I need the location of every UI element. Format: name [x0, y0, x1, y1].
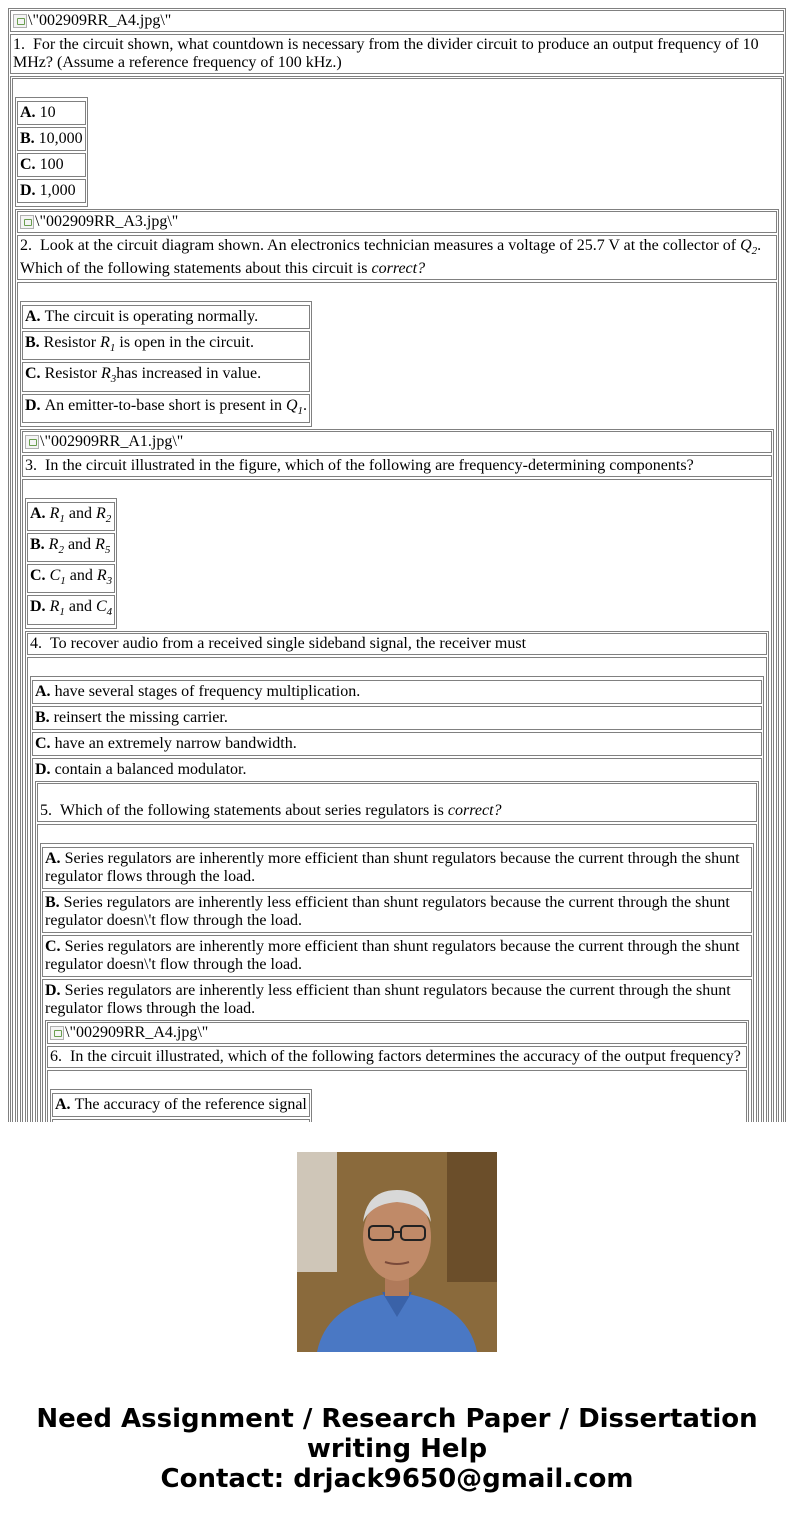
option-b[interactable]: B. reinsert the missing carrier.	[32, 706, 762, 730]
question-5-text: 5. Which of the following statements about series regulators is correct?	[37, 783, 757, 822]
option-a[interactable]: A. have several stages of frequency multiplication.	[32, 680, 762, 704]
question-3-block	[20, 429, 774, 1241]
question-2-options	[20, 301, 312, 427]
question-1-options-area	[12, 78, 782, 1251]
option-b[interactable]: B. $R_2$ and $R_5$	[27, 533, 115, 562]
option-c[interactable]: C. $C_1$ and $R_3$	[27, 564, 115, 593]
promo-line-2: writing Help	[306, 1434, 488, 1464]
broken-image-icon	[20, 215, 34, 229]
broken-image-icon	[50, 1026, 64, 1040]
option-c[interactable]: C. have an extremely narrow bandwidth.	[32, 732, 762, 756]
broken-image-icon	[25, 435, 39, 449]
promo-contact[interactable]: Contact: drjack9650@gmail.com	[160, 1464, 634, 1494]
option-d[interactable]: D. An emitter-to-base short is present in $Q_1$.	[22, 394, 310, 423]
question-3-image: \"002909RR_A1.jpg\"	[22, 431, 772, 453]
question-2-text: 2. Look at the circuit diagram shown. An electronics technician measures a voltage of 25.7 V at the collector of $Q_2$. Which of the following statements about this circuit is correct?	[17, 235, 777, 280]
option-a[interactable]: A. Series regulators are inherently more efficient than shunt regulators because the current through the shunt regulator flows through the load.	[42, 847, 752, 889]
question-1-options	[15, 97, 88, 207]
option-a[interactable]: A. 10	[17, 101, 86, 125]
photo-door	[447, 1152, 497, 1282]
option-d[interactable]: D. Series regulators are inherently less efficient than shunt regulators because the current through the shunt regulator flows through the load. \"002909RR_A4.jpg\" 6. In the circuit illustrated, which of the following factors determines the accuracy of the output frequency? A. The accuracy of the reference signal	[42, 979, 752, 1209]
promo-banner	[0, 1122, 794, 1523]
question-2-image: \"002909RR_A3.jpg\"	[17, 211, 777, 233]
option-d[interactable]: D. contain a balanced modulator. 5. Which of the following statements about series regulators is correct? A. Series regulators are inherently more efficient than shunt regulators because the current through the shunt regulator flows through the load. B. Series regulators are inherently less efficient than shunt regulators because the current through the shunt regulator doesn\'t flow through the load. C. Series regulators are inherently more efficient than shunt regulators because the current through the shunt regulator doesn\'t flow through the load. D. Series regulators are inherently less efficient than shunt regulators because the current through the shunt regulator flows through the load. \"002909RR_A4.jpg\" 6. In the circuit illustrated, which of the following factors determines the accuracy of the output frequency? A. The accuracy of the reference signal	[32, 758, 762, 1223]
question-2-block	[15, 209, 779, 1248]
question-6-image: \"002909RR_A4.jpg\"	[47, 1022, 747, 1044]
question-6-text: 6. In the circuit illustrated, which of the following factors determines the accuracy of the output frequency?	[47, 1046, 747, 1068]
broken-image-icon	[13, 14, 27, 28]
question-3-text: 3. In the circuit illustrated in the figure, which of the following are frequency-determining components?	[22, 455, 772, 477]
photo-wall	[297, 1152, 337, 1272]
promo-line-1: Need Assignment / Research Paper / Dissertation	[36, 1404, 758, 1434]
question-2-options-area	[17, 282, 777, 1243]
option-b[interactable]: B. Resistor $R_1$ is open in the circuit.	[22, 331, 310, 360]
quiz-document[interactable]	[8, 8, 786, 1122]
question-1-text: 1. For the circuit shown, what countdown is necessary from the divider circuit to produce an output frequency of 10 MHz? (Assume a reference frequency of 100 kHz.)	[10, 34, 784, 74]
option-b[interactable]: B. Series regulators are inherently less efficient than shunt regulators because the current through the shunt regulator doesn\'t flow through the load.	[42, 891, 752, 933]
question-1-image: \"002909RR_A4.jpg\"	[10, 10, 784, 32]
author-photo	[297, 1152, 497, 1352]
question-1-block	[8, 8, 786, 1257]
option-c[interactable]: C. Resistor $R_3has$ increased in value.	[22, 362, 310, 391]
option-c[interactable]: C. 100	[17, 153, 86, 177]
promo-text	[0, 1404, 794, 1494]
option-b[interactable]: B. 10,000	[17, 127, 86, 151]
option-d[interactable]: D. $R_1$ and $C_4$	[27, 595, 115, 624]
option-c[interactable]: C. Series regulators are inherently more efficient than shunt regulators because the current through the shunt regulator doesn\'t flow through the load.	[42, 935, 752, 977]
question-3-options	[25, 498, 117, 629]
option-d[interactable]: D. 1,000	[17, 179, 86, 203]
option-a[interactable]: A. The accuracy of the reference signal	[52, 1093, 310, 1117]
option-a[interactable]: A. $R_1$ and $R_2$	[27, 502, 115, 531]
option-a[interactable]: A. The circuit is operating normally.	[22, 305, 310, 329]
author-avatar	[297, 1152, 497, 1352]
question-4-text: 4. To recover audio from a received single sideband signal, the receiver must	[27, 633, 767, 655]
